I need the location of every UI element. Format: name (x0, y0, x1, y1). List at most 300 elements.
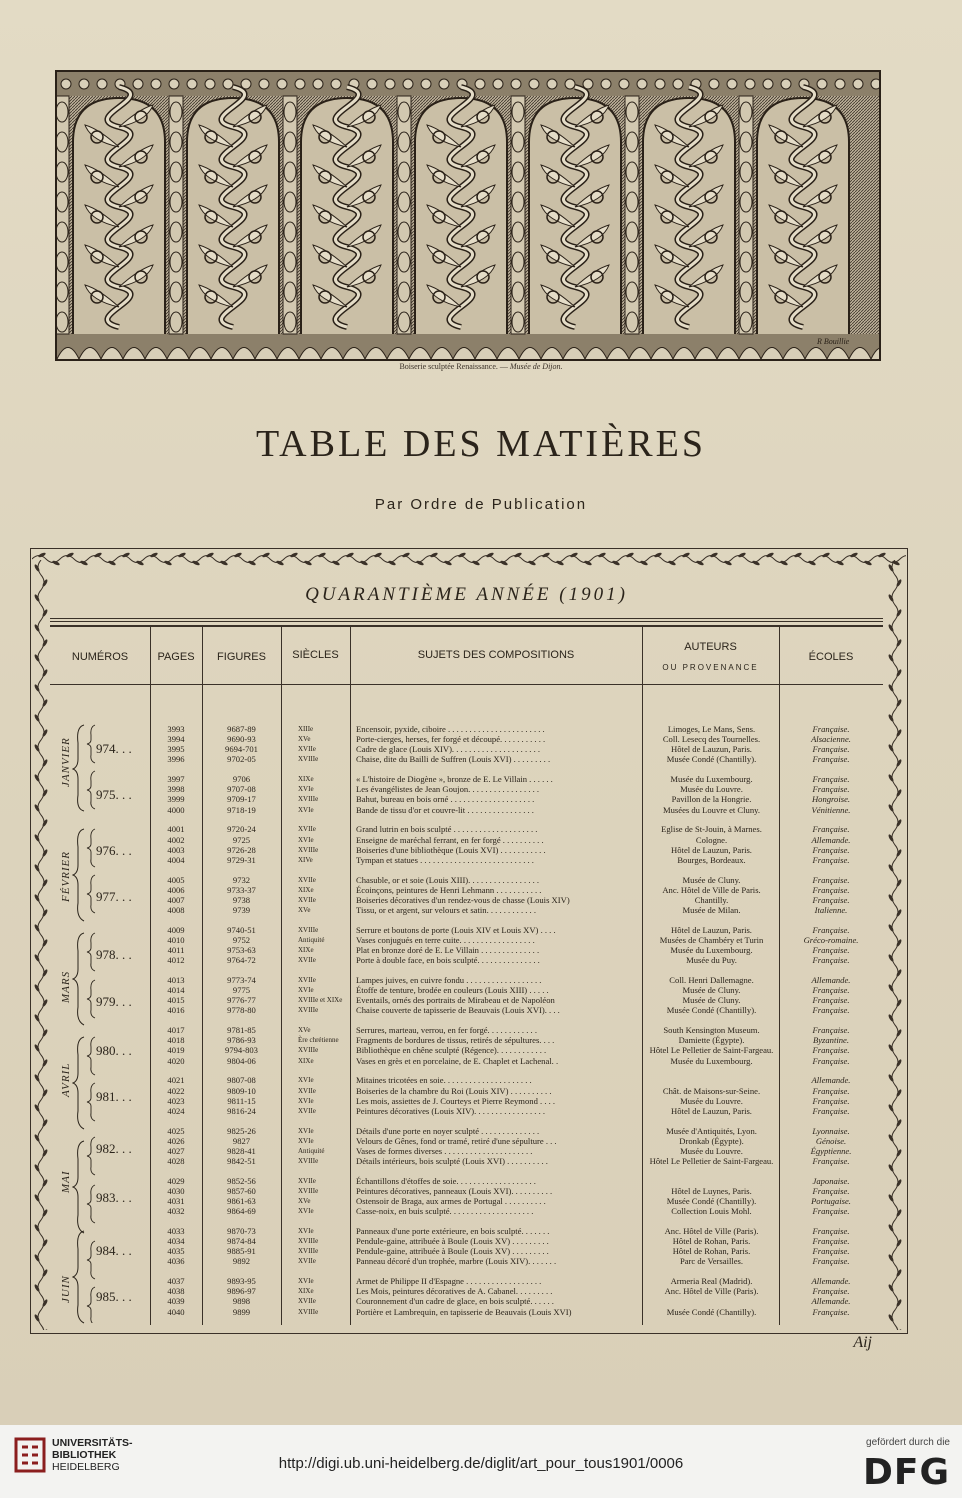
page-number: 4017 (167, 1025, 185, 1036)
figure-numbers: 9842-51 (227, 1155, 256, 1166)
subject: Porte-cierges, herses, fer forgé et découpé. . . . . . . . . . . (356, 734, 546, 745)
century: XVIIIe (298, 1006, 319, 1015)
vine-border-left (32, 560, 50, 1330)
school: Française. (812, 744, 850, 755)
issue-number: 984. . . (96, 1243, 132, 1258)
school: Française. (812, 1055, 850, 1066)
century: XIVe (298, 855, 313, 864)
issue-number: 975. . . (96, 787, 132, 802)
school: Française. (812, 1005, 850, 1016)
table-row (50, 1246, 883, 1256)
page-number: 3997 (167, 774, 185, 785)
issue-number: 982. . . (96, 1141, 132, 1156)
school: Génoise. (815, 1135, 847, 1146)
month-fevrier: FÉVRIER (60, 851, 72, 903)
subject: Peintures décoratives (Louis XIV). . . . . . . . . . . . . . . . . (356, 1105, 546, 1116)
author-provenance: Pavillon de la Hongrie. (671, 794, 752, 805)
subject: Les Mois, peintures décoratives de A. Cabanel. . . . . . . . . (356, 1286, 553, 1297)
school: Française. (812, 1045, 850, 1056)
school: Française. (812, 1155, 850, 1166)
figure-numbers: 9892 (232, 1256, 251, 1267)
subject: Tissu, or et argent, sur velours et satin. . . . . . . . . . . . (356, 904, 536, 915)
school: Française. (812, 945, 850, 955)
page-title: TABLE DES MATIÈRES (256, 423, 706, 465)
table-row (50, 935, 883, 945)
author-provenance: Musée du Luxembourg. (670, 1055, 753, 1066)
page-number: 4037 (167, 1276, 185, 1287)
author-provenance: Musée de Cluny. (682, 874, 741, 885)
author-provenance: Musée Condé (Chantilly). (666, 754, 757, 765)
author-provenance: Chât. de Maisons-sur-Seine. (662, 1085, 761, 1096)
author-provenance: Hôtel de Lauzun, Paris. (671, 924, 752, 935)
century: XIIIe (298, 725, 314, 733)
page-number: 4040 (167, 1306, 185, 1317)
page-number: 4002 (167, 834, 185, 845)
figure-numbers: 9733-37 (227, 884, 256, 895)
author-provenance: Anc. Hôtel de Ville de Paris. (662, 884, 761, 895)
author-provenance: Parc de Versailles. (679, 1256, 744, 1267)
figure-numbers: 9861-63 (227, 1196, 256, 1206)
school: Vénitienne. (811, 804, 851, 815)
page-number: 3998 (167, 784, 185, 795)
author-provenance: Musée Condé (Chantilly). (666, 1005, 757, 1016)
subject: Pendule-gaine, attribuée à Boule (Louis XV) . . . . . . . . . (356, 1246, 549, 1257)
table-row (50, 1256, 883, 1266)
page-number: 4004 (167, 854, 185, 865)
caption-source: Musée de Dijon. (509, 362, 563, 371)
century: XVIIe (298, 875, 316, 884)
header-provenance: OU PROVENANCE (662, 663, 759, 672)
author-provenance: Hôtel de Lauzun, Paris. (671, 1105, 752, 1116)
subject: Écoinçons, peintures de Henri Lehmann . . . . . . . . . . . (356, 884, 542, 895)
figure-numbers: 9893-95 (227, 1276, 256, 1287)
issue-number: 977. . . (96, 889, 132, 904)
school: Française. (812, 884, 850, 895)
subject: Enseigne de maréchal ferrant, en fer forgé . . . . . . . . . . (356, 834, 544, 845)
school: Française. (812, 1286, 850, 1297)
author-provenance: Musée du Luxembourg. (670, 945, 753, 955)
figure-numbers: 9764-72 (227, 955, 256, 966)
school: Allemande. (811, 975, 851, 985)
author-provenance: Anc. Hôtel de Ville (Paris). (664, 1226, 759, 1236)
century: XVIe (298, 986, 314, 995)
century: XIXe (298, 885, 314, 894)
table-row (50, 754, 883, 764)
header-numeros: NUMÉROS (71, 651, 129, 663)
author-provenance: Coll. Henri Dallemagne. (669, 975, 754, 985)
table-row (50, 1226, 883, 1236)
table-row (50, 724, 883, 734)
table-row (50, 905, 883, 915)
table-row (50, 734, 883, 744)
page-number: 4020 (167, 1055, 185, 1066)
page-number: 4014 (167, 985, 185, 996)
table-row (50, 1126, 883, 1136)
century: XVIIIe et XIXe (298, 996, 343, 1005)
contents-table (50, 625, 883, 1325)
school: Française. (812, 1226, 850, 1236)
year-rule-2 (50, 621, 883, 622)
figure-numbers: 9707-08 (227, 784, 256, 795)
subject: Mitaines tricotées en soie. . . . . . . . . . . . . . . . . . . . . (356, 1075, 532, 1086)
figure-numbers: 9775 (232, 985, 251, 996)
author-provenance: Cologne. (695, 834, 728, 845)
figure-numbers: 9776-77 (227, 995, 256, 1006)
century: XVIIe (298, 1176, 316, 1185)
figure-numbers: 9732 (232, 874, 251, 885)
subject: Échantillons d'étoffes de soie. . . . . . . . . . . . . . . . . . . (356, 1175, 536, 1186)
author-provenance: South Kensington Museum. (663, 1025, 760, 1036)
figure-numbers: 9816-24 (227, 1105, 256, 1116)
school: Portugaise. (811, 1196, 851, 1206)
page-number: 4022 (167, 1085, 185, 1096)
table-row (50, 925, 883, 935)
subject: Bande de tissu d'or et couvre-lit . . . . . . . . . . . . . . . . (356, 804, 534, 815)
page-number: 4010 (167, 934, 185, 945)
school: Française. (812, 955, 850, 966)
page-number: 4032 (167, 1206, 185, 1217)
author-provenance: Coll. Lesecq des Tournelles. (662, 734, 761, 745)
figure-numbers: 9694-701 (225, 744, 258, 755)
school: Française. (812, 1306, 850, 1317)
century: XVIIe (298, 1086, 316, 1095)
issue-number: 981. . . (96, 1089, 132, 1104)
century: XIXe (298, 946, 314, 954)
subject: Bibliothèque en chêne sculpté (Régence). . . . . . . . . . . . (356, 1045, 547, 1056)
subject: Panneau décoré d'un trophée, marbre (Louis XIV). . . . . . . (356, 1256, 557, 1267)
century: XVIIIe (298, 1156, 319, 1165)
century: XVIe (298, 1207, 314, 1216)
subject: Détails intérieurs, bois sculpté (Louis XVI) . . . . . . . . . . (356, 1155, 548, 1166)
century: XVIIe (298, 956, 316, 965)
subject: Porte à double face, en bois sculpté. . . . . . . . . . . . . . . (356, 955, 540, 966)
subject: Ostensoir de Braga, aux armes de Portugal . . . . . . . . . . (356, 1196, 546, 1206)
table-row (50, 1056, 883, 1066)
author-provenance: Musées de Chambéry et Turin (659, 934, 764, 945)
table-row (50, 774, 883, 784)
school: Française. (812, 894, 850, 905)
page-number: 4005 (167, 874, 185, 885)
century: XIXe (298, 1287, 314, 1296)
figure-numbers: 9726-28 (227, 844, 256, 855)
page-number: 4011 (167, 945, 185, 955)
page-number: 3999 (167, 794, 185, 805)
author-provenance: Musée de Cluny. (682, 995, 741, 1006)
table-row (50, 1136, 883, 1146)
figure-numbers: 9804-06 (227, 1055, 256, 1066)
table-row (50, 845, 883, 855)
subject: Fragments de bordures de tissus, retirés de sépultures. . . . (356, 1035, 555, 1046)
subject: Boiseries de la chambre du Roi (Louis XIV) . . . . . . . . . . (356, 1085, 552, 1096)
century: Antiquité (298, 935, 325, 944)
illustration-caption (0, 362, 962, 371)
dfg-logo[interactable]: DFG (862, 1452, 950, 1493)
author-provenance: Musées du Louvre et Cluny. (662, 804, 761, 815)
school: Française. (812, 1206, 850, 1217)
author-provenance: Limoges, Le Mans, Sens. (667, 724, 756, 734)
month-mars: MARS (60, 970, 72, 1004)
subject: Vases de formes diverses . . . . . . . . . . . . . . . . . . . . . (356, 1145, 533, 1156)
figure-numbers: 9725 (232, 834, 251, 845)
century: XVIe (298, 1126, 314, 1135)
page-number: 4009 (167, 924, 185, 935)
page-number: 4030 (167, 1185, 185, 1196)
header-sujets: SUJETS DES COMPOSITIONS (417, 649, 575, 661)
century: XVIIIe (298, 795, 319, 804)
engraving-drawing (57, 72, 879, 359)
subject: Boiseries décoratives d'un rendez-vous de chasse (Louis XIV) (356, 894, 570, 905)
month-avril: AVRIL (60, 1062, 72, 1098)
author-provenance: Chantilly. (694, 894, 729, 905)
figure-numbers: 9825-26 (227, 1125, 256, 1136)
subject: Vases conjugués en terre cuite. . . . . . . . . . . . . . . . . . (356, 934, 535, 945)
author-provenance: Hôtel de Lauzun, Paris. (671, 744, 752, 755)
page-subtitle: Par Ordre de Publication (374, 496, 588, 513)
century: Ère chrétienne (298, 1036, 339, 1045)
table-row (50, 1086, 883, 1096)
century: XVIe (298, 805, 314, 814)
author-provenance: Musée Condé (Chantilly). (666, 1306, 757, 1317)
issue-number: 983. . . (96, 1190, 132, 1205)
school: Française. (812, 854, 850, 865)
year-rule-1 (50, 618, 883, 619)
page-number: 4008 (167, 904, 185, 915)
table-row (50, 1005, 883, 1015)
figure-numbers: 9753-63 (227, 945, 256, 955)
author-provenance: Musée Condé (Chantilly). (666, 1196, 757, 1206)
header-pages: PAGES (157, 651, 195, 663)
century: XVIIe (298, 1106, 316, 1115)
subject: Grand lutrin en bois sculpté . . . . . . . . . . . . . . . . . . . . (356, 824, 538, 835)
century: XIXe (298, 775, 314, 784)
school: Française. (812, 924, 850, 935)
author-provenance: Hôtel de Lauzun, Paris. (671, 844, 752, 855)
century: XVe (298, 735, 311, 744)
subject: Eventails, ornés des portraits de Mirabeau et de Napoléon (356, 995, 555, 1006)
table-row (50, 855, 883, 865)
school: Française. (812, 824, 850, 835)
library-line-1: UNIVERSITÄTS- (52, 1437, 133, 1449)
author-provenance: Musée du Louvre. (680, 784, 743, 795)
author-provenance: Hôtel de Rohan, Paris. (672, 1236, 751, 1247)
page-number: 3995 (167, 744, 185, 755)
school: Française. (812, 754, 850, 765)
page-number: 4029 (167, 1175, 185, 1186)
page-number: 4036 (167, 1256, 185, 1267)
permalink-url[interactable]: http://digi.ub.uni-heidelberg.de/diglit/art_pour_tous1901/0006 (278, 1455, 684, 1472)
page-number: 4018 (167, 1035, 185, 1046)
school: Française. (812, 1256, 850, 1267)
table-row (50, 1196, 883, 1206)
author-provenance: Hôtel Le Pelletier de Saint-Fargeau. (649, 1155, 774, 1166)
issue-number: 980. . . (96, 1043, 132, 1058)
subject: Plat en bronze doré de E. Le Villain . . . . . . . . . . . . . . (356, 945, 540, 955)
vine-border-right (885, 560, 905, 1330)
figure-numbers: 9752 (232, 934, 251, 945)
figure-numbers: 9773-74 (227, 975, 256, 985)
library-line-2: BIBLIOTHEK (52, 1449, 117, 1461)
table-row (50, 985, 883, 995)
century: XVIIIe (298, 1186, 319, 1195)
subject: Armet de Philippe II d'Espagne . . . . . . . . . . . . . . . . . . (356, 1276, 542, 1287)
page-number: 4012 (167, 955, 185, 966)
century: XVIIe (298, 1257, 316, 1266)
century: XVIIe (298, 976, 316, 984)
table-row (50, 794, 883, 804)
school: Française. (812, 774, 850, 785)
figure-numbers: 9898 (232, 1296, 251, 1307)
page-number: 4026 (167, 1135, 185, 1146)
figure-numbers: 9738 (232, 894, 251, 905)
page-number: 3996 (167, 754, 185, 765)
subject: Les mois, assiettes de J. Courteys et Pierre Reymond . . . . (356, 1095, 556, 1106)
issue-number: 974. . . (96, 741, 132, 756)
page-number: 4024 (167, 1105, 185, 1116)
figure-numbers: 9896-97 (227, 1286, 256, 1297)
school: Allemande. (811, 834, 851, 845)
page-number: 3993 (167, 724, 185, 734)
author-provenance: Damiette (Égypte). (678, 1035, 745, 1046)
century: XVIIe (298, 1297, 316, 1306)
school: Gréco-romaine. (803, 934, 859, 945)
school: Égyptienne. (810, 1145, 852, 1156)
figure-numbers: 9874-84 (227, 1236, 256, 1247)
subject: Détails d'une porte en noyer sculpté . . . . . . . . . . . . . . (356, 1125, 540, 1136)
table-row (50, 1106, 883, 1116)
month-mai: MAI (60, 1170, 72, 1194)
header-siecles: SIÈCLES (292, 649, 339, 661)
school: Française. (812, 844, 850, 855)
figure-numbers: 9852-56 (227, 1175, 256, 1186)
author-provenance: Musée du Louvre. (680, 1145, 743, 1156)
century: XVIe (298, 1096, 314, 1105)
century: XVIe (298, 1136, 314, 1145)
table-row (50, 1025, 883, 1035)
century: XVIe (298, 785, 314, 794)
figure-numbers: 9690-93 (227, 734, 256, 745)
page-number: 4007 (167, 894, 185, 905)
subject: Velours de Gênes, fond or tramé, retiré d'une sépulture . . . (356, 1135, 557, 1146)
table-row (50, 1096, 883, 1106)
page-number: 4016 (167, 1005, 185, 1016)
month-janvier: JANVIER (60, 737, 72, 787)
author-provenance: Dronkab (Égypte). (679, 1135, 744, 1146)
table-row (50, 945, 883, 955)
funding-label: gefördert durch die (866, 1437, 950, 1448)
figure-numbers: 9778-80 (227, 1005, 256, 1016)
table-row (50, 1075, 883, 1085)
issue-number: 976. . . (96, 843, 132, 858)
school: Française. (812, 784, 850, 795)
subject: Encensoir, pyxide, ciboire . . . . . . . . . . . . . . . . . . . . . . . (356, 724, 545, 734)
school: Française. (812, 1095, 850, 1106)
table-row (50, 1276, 883, 1286)
figure-numbers: 9827 (232, 1135, 251, 1146)
table-row (50, 995, 883, 1005)
author-provenance: Musée du Luxembourg. (670, 774, 753, 785)
figure-numbers: 9702-05 (227, 754, 256, 765)
page-number: 4039 (167, 1296, 185, 1307)
table-row (50, 895, 883, 905)
century: XVIIe (298, 895, 316, 904)
table-row (50, 955, 883, 965)
page-signature: Aij (853, 1334, 872, 1351)
school: Française. (812, 1236, 850, 1247)
svg-text:R Bouillie: R Bouillie (817, 337, 850, 346)
subject: Bahut, bureau en bois orné . . . . . . . . . . . . . . . . . . . . (356, 794, 535, 805)
header-figures: FIGURES (217, 651, 266, 663)
century: XVIIe (298, 745, 316, 754)
century: XVIe (298, 1076, 314, 1085)
author-provenance: Musée du Puy. (686, 955, 737, 966)
author-provenance: Anc. Hôtel de Ville (Paris). (664, 1286, 759, 1297)
school: Allemande. (811, 1276, 851, 1287)
page-number: 4025 (167, 1125, 185, 1136)
figure-numbers: 9687-89 (227, 724, 256, 734)
page-number: 4013 (167, 975, 185, 985)
author-provenance: Hôtel de Luynes, Paris. (671, 1185, 752, 1196)
subject: Étoffe de tenture, brodée en couleurs (Louis XIII) . . . . . (356, 985, 549, 996)
subject: Chaise, dite du Bailli de Suffren (Louis XVI) . . . . . . . . . (356, 754, 551, 765)
author-provenance: Musée de Cluny. (682, 985, 741, 996)
page-number: 4031 (167, 1196, 185, 1206)
figure-numbers: 9739 (232, 904, 251, 915)
figure-numbers: 9718-19 (227, 804, 256, 815)
subject: Chaise couverte de tapisserie de Beauvais (Louis XVI). . . . (356, 1005, 560, 1016)
century: XVe (298, 905, 311, 914)
issue-number: 978. . . (96, 947, 132, 962)
subject: Casse-noix, en buis sculpté. . . . . . . . . . . . . . . . . . . . (356, 1206, 534, 1217)
author-provenance: Armeria Real (Madrid). (670, 1276, 753, 1287)
table-row (50, 1156, 883, 1166)
century: XVIIIe (298, 1237, 319, 1246)
page-number: 3994 (167, 734, 185, 745)
school: Française. (812, 985, 850, 996)
subject: Boiseries d'une bibliothèque (Louis XVI) . . . . . . . . . . . (356, 844, 546, 855)
school: Japonaise. (812, 1175, 850, 1186)
table-row (50, 885, 883, 895)
figure-numbers: 9781-85 (227, 1025, 256, 1036)
carved-panel-illustration (55, 70, 881, 361)
subject: Cadre de glace (Louis XIV). . . . . . . . . . . . . . . . . . . . . (356, 744, 541, 755)
subject: Peintures décoratives, panneaux (Louis XVI). . . . . . . . . . (356, 1185, 553, 1196)
century: XVIIe (298, 825, 316, 834)
table-row (50, 744, 883, 754)
subject: Panneaux d'une porte extérieure, en bois sculpté. . . . . . . (356, 1226, 550, 1236)
figure-numbers: 9857-60 (227, 1185, 256, 1196)
author-provenance: Musée du Louvre. (680, 1095, 743, 1106)
century: XVIIIe (298, 925, 319, 934)
figure-numbers: 9864-69 (227, 1206, 256, 1217)
issue-number: 985. . . (96, 1289, 132, 1304)
subject: Les évangélistes de Jean Goujon. . . . . . . . . . . . . . . . . (356, 784, 540, 795)
page-number: 4023 (167, 1095, 185, 1106)
school: Hongroise. (811, 794, 851, 805)
author-provenance: Musée d'Antiquités, Lyon. (666, 1125, 757, 1136)
page-number: 4038 (167, 1286, 185, 1297)
century: XVe (298, 1197, 311, 1205)
library-line-3: HEIDELBERG (52, 1461, 120, 1473)
table-row (50, 1045, 883, 1055)
subject: Chasuble, or et soie (Louis XIII). . . . . . . . . . . . . . . . . (356, 874, 540, 885)
table-row (50, 1146, 883, 1156)
subject: Portière et Lambrequin, en tapisserie de Beauvais (Louis XVI) (356, 1306, 572, 1317)
school: Française. (812, 995, 850, 1006)
author-provenance: Hôtel Le Pelletier de Saint-Fargeau. (649, 1045, 774, 1056)
issue-number: 979. . . (96, 994, 132, 1009)
century: XVIe (298, 1227, 314, 1235)
page-number: 4006 (167, 884, 185, 895)
